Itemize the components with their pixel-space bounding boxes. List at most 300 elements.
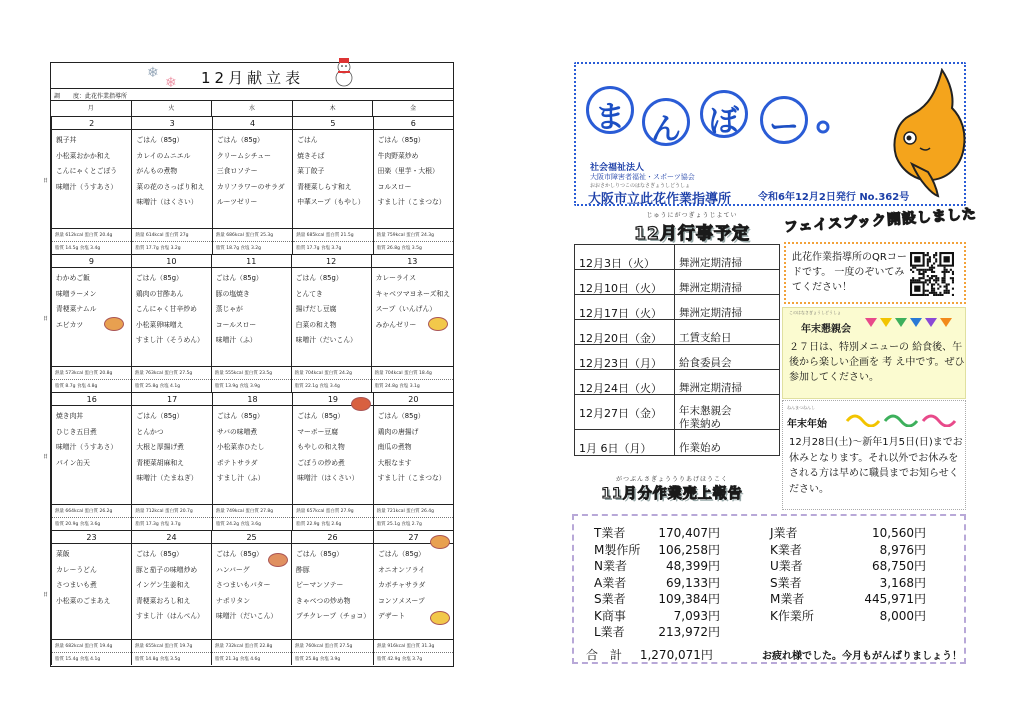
nutrition-info: [374, 504, 453, 530]
sales-row: [594, 541, 720, 558]
sales-amount: 10,560円: [872, 526, 926, 540]
nutrition-salt: 脂質 17.3g 食塩 3.7g: [135, 522, 181, 527]
menu-date: 27: [374, 531, 453, 544]
sales-amount: 213,972円: [658, 625, 720, 639]
menu-item: デザート: [378, 612, 406, 620]
menu-date: 26: [292, 531, 373, 544]
newyear-box: [782, 400, 966, 510]
menu-date: 9: [52, 255, 131, 268]
nutrition-info: [293, 504, 372, 530]
event-name: 給食委員会: [679, 357, 732, 369]
menu-item: オニオンフライ: [378, 565, 426, 574]
sales-amount: 8,000円: [879, 608, 926, 623]
sales-row: [770, 574, 926, 591]
menu-date: 2: [52, 117, 131, 130]
event-name: 年末懇親会: [679, 405, 732, 417]
events-heading-title: 12月行事予定: [634, 224, 750, 244]
menu-date: 10: [132, 255, 211, 268]
nutrition-info: [293, 228, 372, 254]
menu-items: [292, 268, 371, 350]
qr-code[interactable]: [910, 252, 954, 296]
sales-vendor: M製作所: [594, 542, 641, 557]
menu-item: 鶏肉の甘酢あん: [135, 289, 184, 298]
menu-item: パイン缶天: [56, 458, 90, 467]
weekday-label: 金: [372, 101, 453, 116]
nutrition-energy: 熱量 614kcal 蛋白質 27g: [132, 229, 211, 242]
sales-row: [594, 574, 720, 591]
menu-week-row: [43, 117, 453, 255]
nutrition-info: [292, 639, 373, 665]
pennant-icon: [895, 318, 907, 327]
menu-items: [132, 130, 211, 212]
event-row: [575, 430, 779, 455]
menu-item: 菜飯: [56, 550, 70, 558]
weekday-label: 水: [211, 101, 292, 116]
menu-item: カレーうどん: [56, 565, 97, 574]
nutrition-info: [212, 639, 291, 665]
food-illustration-icon: [430, 611, 450, 625]
nutrition-salt: 脂質 24.2g 食塩 3.6g: [215, 522, 261, 527]
menu-item: もやしの和え物: [297, 443, 345, 451]
menu-item: ごはん: [297, 136, 318, 144]
sales-amount: 170,407円: [658, 526, 720, 540]
menu-date: 6: [374, 117, 453, 130]
newsletter: [572, 62, 978, 667]
nutrition-salt: 脂質 20.9g 食塩 3.6g: [55, 522, 101, 527]
title-letter-bubble: [760, 96, 808, 144]
sales-row: [594, 524, 720, 541]
event-row: [575, 295, 779, 320]
facebook-banner: フェイスブック開設しました: [783, 206, 978, 236]
menu-weeks: [43, 117, 453, 665]
org-ruby: おおさかしりつこのはなさぎょうしどうしょ: [590, 183, 691, 189]
event-text: [675, 370, 779, 394]
total-amount: 1,270,071円: [639, 648, 713, 662]
menu-item: クリームシチュー: [216, 151, 271, 160]
org-type: 社会福祉法人: [590, 163, 645, 173]
menu-item: さつまいも煮: [56, 581, 97, 589]
nutrition-energy: 熱量 760kcal 蛋白質 27.5g: [292, 640, 373, 653]
dot-icon: [816, 120, 830, 134]
menu-week-row: [43, 393, 453, 531]
pennant-icon: [880, 318, 892, 327]
nutrition-salt: 脂質 14.5g 食塩 3.4g: [55, 246, 101, 251]
nutrition-energy: 熱量 682kcal 蛋白質 19.4g: [52, 640, 131, 653]
menu-sheet: [43, 62, 454, 667]
nutrition-salt: 脂質 17.7g 食塩 3.7g: [296, 246, 342, 251]
sales-amount: 48,399円: [666, 559, 720, 573]
sales-vendor: N業者: [594, 559, 627, 573]
sales-heading-ruby: がつぶんさぎょううりあげほうこく: [615, 476, 728, 483]
weekday-label: 木: [292, 101, 373, 116]
nutrition-energy: 熱量 612kcal 蛋白質 20.4g: [52, 229, 131, 242]
menu-item: プチクレープ（チョコ）: [296, 612, 370, 620]
sales-amount: 445,971円: [864, 592, 926, 606]
food-illustration-icon: [430, 535, 450, 549]
sales-total: [586, 646, 713, 663]
nutrition-salt: 脂質 42.9g 食塩 3.7g: [377, 657, 423, 662]
menu-item: ひじき五目煮: [56, 427, 97, 436]
menu-week-row: [43, 255, 453, 393]
party-box: [782, 307, 966, 399]
sales-heading: [572, 474, 772, 503]
menu-item: 焼きそば: [297, 151, 325, 160]
sales-vendor: K商事: [594, 608, 626, 623]
menu-item: 味噌汁（たまねぎ）: [136, 474, 198, 482]
menu-item: マーボー豆腐: [297, 427, 338, 436]
menu-date: 25: [212, 531, 291, 544]
issue-info: 令和6年12月2日発行 No.362号: [758, 192, 910, 203]
nutrition-info: [132, 366, 211, 392]
nutrition-info: [52, 639, 131, 665]
event-date: 12月3日（火）: [575, 245, 675, 269]
menu-date: 16: [52, 393, 131, 406]
event-row: [575, 270, 779, 295]
menu-day-cell: [291, 531, 373, 665]
sales-amount: 8,976円: [879, 542, 926, 557]
menu-day-cell: [211, 531, 291, 665]
sales-row: [770, 590, 926, 607]
event-name: 工賃支給日: [679, 332, 732, 344]
menu-item: ごはん（85g）: [215, 274, 263, 282]
sales-row: [770, 557, 926, 574]
sales-vendor: A業者: [594, 575, 627, 590]
nutrition-energy: 熱量 704kcal 蛋白質 24.2g: [292, 367, 371, 380]
menu-day-cell: [371, 255, 453, 392]
menu-item: すまし汁（こまつな）: [377, 198, 446, 206]
menu-item: コンソメスープ: [378, 596, 425, 605]
menu-item: ごはん（85g）: [295, 274, 343, 282]
menu-item: さつまいもバター: [216, 581, 271, 589]
nutrition-energy: 熱量 657kcal 蛋白質 27.9g: [293, 505, 372, 518]
food-illustration-icon: [428, 317, 448, 331]
sales-heading-title: 11月分作業売上報告: [601, 486, 743, 502]
menu-date: 3: [132, 117, 211, 130]
menu-item: 大根と厚揚げ煮: [136, 443, 184, 451]
event-name: 舞洲定期清掃: [679, 257, 742, 269]
sales-amount: 109,384円: [658, 592, 720, 606]
nutrition-energy: 熱量 655kcal 蛋白質 19.7g: [132, 640, 211, 653]
menu-item: 焼き肉丼: [56, 412, 84, 420]
sales-row: [770, 607, 926, 624]
nutrition-info: [213, 228, 292, 254]
menu-item: ごはん（85g）: [297, 412, 345, 420]
sales-row: [594, 607, 720, 624]
menu-date: 11: [212, 255, 291, 268]
event-text: [675, 245, 779, 269]
nutrition-energy: 熱量 732kcal 蛋白質 22.8g: [212, 640, 291, 653]
event-name-2: 作業納め: [679, 418, 721, 430]
event-date: 12月23日（月）: [575, 345, 675, 369]
nutrition-salt: 脂質 24.8g 食塩 3.1g: [374, 384, 420, 389]
menu-item: ルーツゼリー: [216, 198, 258, 206]
menu-day-cell: [51, 255, 131, 392]
menu-date: 23: [52, 531, 131, 544]
nutrition-salt: 脂質 25.8g 食塩 3.9g: [295, 657, 341, 662]
nutrition-info: [374, 228, 453, 254]
nutrition-energy: 熱量 573kcal 蛋白質 20.8g: [52, 367, 131, 380]
week-row-label: 日: [43, 316, 49, 322]
menu-day-cell: [373, 117, 453, 254]
pennant-icon: [910, 318, 922, 327]
weekday-label: 月: [87, 105, 94, 112]
newyear-title: 年末年始: [787, 419, 827, 430]
menu-date: 24: [132, 531, 211, 544]
newyear-text: 12月28日(土)〜新年1月5日(日)までお休みとなります。それ以外でお休みをされる方は早めに職員までお知らせください。: [789, 437, 963, 495]
event-text: [675, 295, 779, 319]
menu-item: インゲン生姜和え: [136, 581, 191, 589]
menu-item: 小松菜のごまあえ: [56, 596, 111, 605]
menu-item: 味噌汁（はくさい）: [297, 474, 359, 482]
title-letter: ん: [651, 112, 681, 147]
sales-vendor: K業者: [770, 542, 802, 557]
menu-item: 牛肉野菜炒め: [377, 151, 419, 160]
facebook-box: [784, 242, 966, 304]
subheader-left: 調: [54, 93, 61, 100]
week-row-label: 日: [43, 592, 49, 598]
menu-item: 味噌汁（だいこん）: [216, 612, 278, 620]
menu-day-cell: [212, 393, 292, 530]
events-heading-ruby: じゅうにがつぎょうじよてい: [646, 212, 738, 219]
menu-items: [293, 406, 372, 488]
nutrition-salt: 脂質 22.1g 食塩 3.4g: [294, 384, 340, 389]
food-illustration-icon: [268, 553, 288, 567]
event-text: [675, 270, 779, 294]
nutrition-info: [132, 504, 211, 530]
menu-title: 12月献立表: [201, 69, 305, 87]
nutrition-salt: 脂質 13.9g 食塩 3.9g: [214, 384, 260, 389]
sales-amount: 7,093円: [673, 608, 720, 623]
menu-day-cell: [212, 117, 292, 254]
menu-date: 20: [374, 393, 453, 406]
menu-item: ごはん（85g）: [136, 412, 184, 420]
menu-item: とんかつ: [136, 427, 164, 436]
nutrition-info: [52, 504, 131, 530]
menu-item: 三食ロソテー: [216, 167, 258, 175]
menu-day-cell: [51, 117, 131, 254]
facebook-text: 此花作業指導所のQRコードです。 一度のぞいてみてください！: [792, 252, 907, 293]
event-row: [575, 395, 779, 430]
menu-items: [213, 406, 292, 488]
sales-row: [770, 541, 926, 558]
weekday-header: [51, 101, 453, 117]
menu-item: すまし汁（そうめん）: [135, 336, 204, 344]
nutrition-energy: 熱量 721kcal 蛋白質 26.4g: [374, 505, 453, 518]
org-association: 大阪市障害者福祉・スポーツ協会: [590, 173, 695, 181]
menu-date: 5: [293, 117, 372, 130]
menu-item: カリフラワーのサラダ: [216, 182, 285, 191]
nutrition-energy: 熱量 759kcal 蛋白質 24.3g: [374, 229, 453, 242]
menu-date: 17: [132, 393, 211, 406]
sales-amount: 106,258円: [658, 542, 720, 557]
sales-row: [770, 524, 926, 541]
sales-row: [594, 590, 720, 607]
menu-item: カレイのムニエル: [136, 151, 191, 160]
events-table: [574, 244, 780, 456]
menu-item: ポテトサラダ: [216, 458, 258, 467]
menu-item: エビカツ: [56, 320, 84, 329]
menu-day-cell: [373, 531, 453, 665]
menu-item: すまし汁（はんぺん）: [136, 612, 204, 620]
pennant-icon: [925, 318, 937, 327]
menu-item: ごはん（85g）: [216, 136, 264, 144]
menu-items: [52, 130, 131, 196]
menu-item: 味噌ラーメン: [56, 289, 97, 298]
event-name: 作業始め: [679, 442, 721, 454]
event-text: [675, 320, 779, 344]
menu-item: 田楽（里芋・大根）: [377, 167, 439, 175]
week-row-label: 日: [43, 454, 49, 460]
sales-vendor: M業者: [770, 592, 805, 606]
menu-item: 菜の花のさっぱり和え: [136, 182, 205, 191]
nutrition-salt: 脂質 21.3g 食塩 4.6g: [215, 657, 261, 662]
menu-item: こんにゃくとごぼう: [56, 167, 118, 175]
menu-item: コルスロー: [377, 182, 412, 191]
menu-item: ごはん（85g）: [136, 136, 184, 144]
menu-item: 豚の塩焼き: [215, 289, 250, 298]
nutrition-energy: 熱量 916kcal 蛋白質 31.3g: [374, 640, 453, 653]
sales-row: [594, 557, 720, 574]
menu-item: 菜丁餃子: [297, 167, 325, 175]
sales-vendor: S業者: [770, 575, 802, 590]
menu-item: コールスロー: [215, 320, 257, 329]
party-text: ２７日は、特別メニューの 給食後、午後から楽しい企画を 考 え中です。ぜひ参加してください。: [789, 342, 965, 383]
menu-item: 小松菜おかか和え: [56, 151, 111, 160]
snake-icon: [845, 409, 959, 427]
menu-item: こんにゃく甘辛炒め: [135, 305, 197, 313]
event-row: [575, 320, 779, 345]
title-letter: ま: [595, 100, 625, 135]
sales-vendor: J業者: [770, 526, 798, 540]
menu-items: [374, 130, 453, 212]
menu-items: [212, 268, 291, 350]
sunfish-icon: [892, 68, 970, 198]
nutrition-info: [52, 228, 131, 254]
week-row-label: 日: [43, 178, 49, 184]
menu-item: 大根なます: [377, 458, 412, 467]
facility-name: 度：此花作業指導所: [73, 93, 128, 100]
menu-items: [374, 406, 453, 488]
menu-item: ピーマンソテー: [296, 581, 344, 589]
event-date: 12月20日（金）: [575, 320, 675, 344]
nutrition-info: [372, 366, 453, 392]
nutrition-salt: 脂質 25.1g 食塩 2.7g: [376, 522, 422, 527]
title-letter: ー: [769, 110, 799, 145]
menu-item: ごはん（85g）: [296, 550, 343, 558]
food-illustration-icon: [104, 317, 124, 331]
menu-item: サバの味噌煮: [216, 427, 258, 436]
menu-day-cell: [292, 117, 372, 254]
nutrition-info: [374, 639, 453, 665]
menu-day-cell: [51, 393, 131, 530]
sales-row: [594, 623, 720, 640]
sales-vendor: S業者: [594, 592, 626, 606]
menu-items: [52, 406, 131, 472]
sales-box: [572, 514, 966, 664]
menu-date: 19: [293, 393, 372, 406]
nutrition-energy: 熱量 686kcal 蛋白質 25.3g: [213, 229, 292, 242]
nutrition-salt: 脂質 26.8g 食塩 3.5g: [376, 246, 422, 251]
menu-item: 酢豚: [296, 565, 310, 574]
nutrition-energy: 熱量 664kcal 蛋白質 26.2g: [52, 505, 131, 518]
nutrition-energy: 熱量 712kcal 蛋白質 20.7g: [132, 505, 211, 518]
event-text: [675, 345, 779, 369]
title-letter-bubble: [700, 90, 748, 138]
menu-item: すまし汁（こまつな）: [377, 474, 446, 482]
events-heading: [594, 210, 790, 244]
event-date: 12月27日（金）: [575, 395, 675, 429]
menu-item: キャベツマヨネーズ和え: [375, 289, 450, 298]
snowflake-icon: ❄: [147, 65, 159, 81]
menu-items: [293, 130, 372, 212]
menu-item: すまし汁（ふ）: [216, 474, 265, 482]
closing-message: お疲れ様でした。今月もがんばりましょう！: [762, 651, 962, 662]
menu-item: 味噌汁（ふ）: [215, 336, 257, 344]
menu-item: 小松菜赤ひたし: [216, 443, 265, 451]
newyear-ruby: ねんまつねんし: [787, 405, 815, 410]
menu-item: ナポリタン: [216, 596, 251, 605]
menu-day-cell: [131, 117, 211, 254]
nutrition-energy: 熱量 555kcal 蛋白質 23.5g: [212, 367, 291, 380]
menu-item: ごはん（85g）: [136, 550, 183, 558]
nutrition-salt: 脂質 18.7g 食塩 3.2g: [215, 246, 261, 251]
party-ruby: このはなさぎょうしどうしょ: [789, 310, 841, 315]
menu-item: 青梗菜胡麻和え: [136, 458, 184, 467]
menu-item: ごぼうの炒め煮: [297, 458, 345, 467]
event-name: 舞洲定期清掃: [679, 307, 742, 319]
nutrition-salt: 脂質 22.9g 食塩 2.6g: [296, 522, 342, 527]
masthead: [574, 62, 966, 206]
menu-item: がんもの煮物: [136, 167, 178, 175]
event-date: 12月24日（火）: [575, 370, 675, 394]
menu-week-row: [43, 531, 453, 665]
title-letter-bubble: [586, 86, 634, 134]
menu-day-cell: [291, 255, 371, 392]
pennant-icon: [865, 318, 877, 327]
event-date: 12月10日（火）: [575, 270, 675, 294]
event-row: [575, 245, 779, 270]
menu-item: 味噌汁（うすあさ）: [56, 182, 118, 191]
menu-item: 青梗菜ナムル: [56, 305, 97, 313]
nutrition-info: [292, 366, 371, 392]
menu-item: 青梗菜しらす和え: [297, 182, 352, 191]
party-title: 年末懇親会: [801, 324, 851, 335]
menu-item: とんてき: [295, 289, 323, 298]
menu-items: [292, 544, 373, 626]
event-text: [675, 395, 779, 429]
menu-date: 12: [292, 255, 371, 268]
menu-item: 味噌汁（はくさい）: [136, 198, 198, 206]
menu-subheader: [51, 89, 453, 101]
menu-item: 白菜の和え物: [295, 320, 337, 329]
sales-vendor: K作業所: [770, 608, 814, 623]
event-date: 12月17日（火）: [575, 295, 675, 319]
total-label: 合 計: [586, 648, 623, 662]
nutrition-info: [213, 504, 292, 530]
nutrition-salt: 脂質 8.7g 食塩 4.8g: [55, 384, 98, 389]
nutrition-energy: 熱量 763kcal 蛋白質 27.5g: [132, 367, 211, 380]
weekday-label: 火: [131, 101, 212, 116]
menu-item: 親子丼: [56, 136, 77, 144]
event-name: 舞洲定期清掃: [679, 382, 742, 394]
sales-vendor: U業者: [770, 559, 803, 573]
menu-day-cell: [131, 255, 211, 392]
nutrition-energy: 熱量 685kcal 蛋白質 21.5g: [293, 229, 372, 242]
menu-item: 鶏肉の唐揚げ: [377, 427, 419, 436]
menu-items: [213, 130, 292, 212]
event-row: [575, 345, 779, 370]
menu-item: カレーライス: [375, 274, 417, 282]
